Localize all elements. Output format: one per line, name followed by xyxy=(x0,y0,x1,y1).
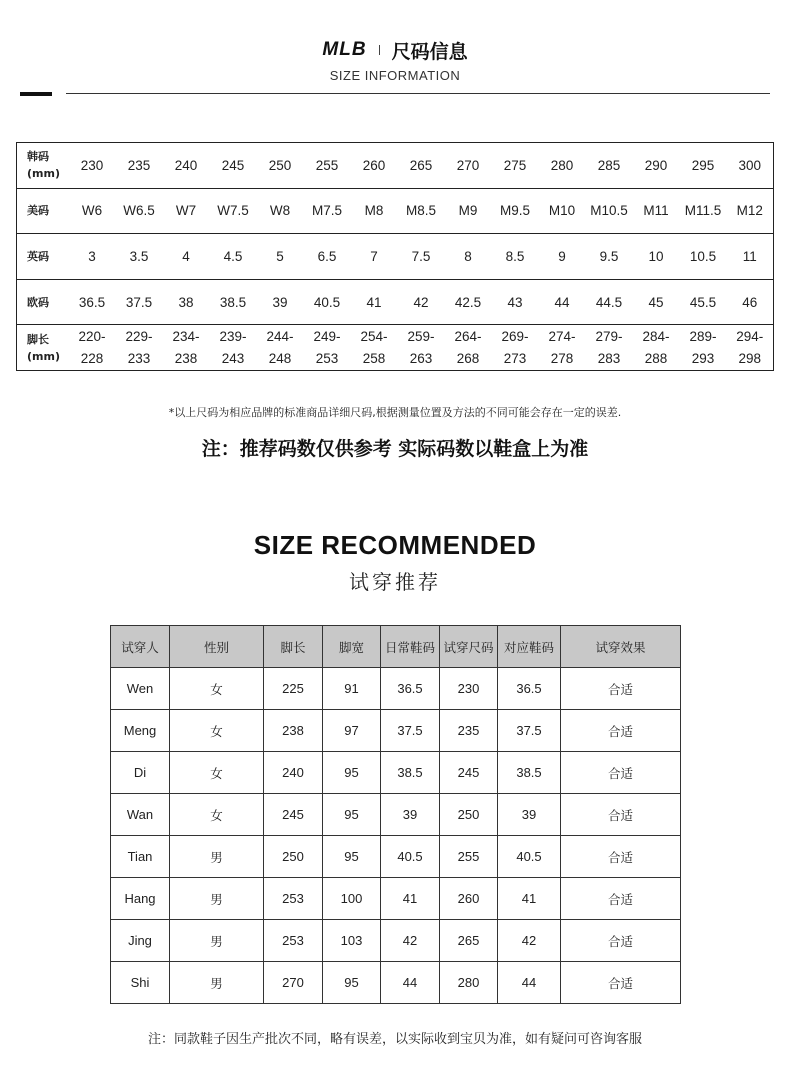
size-cell: M7.5 xyxy=(304,188,351,234)
size-row-label-main: 脚长 xyxy=(27,332,49,346)
fitting-cell: 女 xyxy=(170,710,264,752)
size-range-part: 233 xyxy=(127,350,151,366)
size-cell: 9.5 xyxy=(586,234,633,280)
size-row-label xyxy=(17,188,69,234)
fitting-cell: 合适 xyxy=(561,920,681,962)
size-cell: 42 xyxy=(398,279,445,325)
size-conversion-table xyxy=(16,142,774,371)
size-cell: W6.5 xyxy=(116,188,163,234)
size-cell xyxy=(116,325,163,371)
size-range-part: 253 xyxy=(315,350,339,366)
fitting-cell: 男 xyxy=(170,962,264,1004)
size-range-part: 229- xyxy=(125,328,153,344)
size-cell: 40.5 xyxy=(304,279,351,325)
fitting-header-cell: 对应鞋码 xyxy=(498,626,561,668)
fitting-cell: 44 xyxy=(498,962,561,1004)
size-cell: W8 xyxy=(257,188,304,234)
fitting-cell: 270 xyxy=(264,962,323,1004)
size-range-part: 283 xyxy=(597,350,621,366)
fitting-cell: 255 xyxy=(440,836,498,878)
fitting-cell: 245 xyxy=(440,752,498,794)
size-cell xyxy=(69,325,116,371)
fitting-cell: Di xyxy=(111,752,170,794)
fitting-cell: 合适 xyxy=(561,668,681,710)
brand-logo: MLB xyxy=(322,39,367,60)
size-cell: 39 xyxy=(257,279,304,325)
size-range-part: 269- xyxy=(501,328,529,344)
size-cell xyxy=(727,325,774,371)
size-cell: 3 xyxy=(69,234,116,280)
fitting-cell: 95 xyxy=(323,836,381,878)
size-cell: 290 xyxy=(644,157,668,173)
size-range-part: 234- xyxy=(172,328,200,344)
fitting-cell: 37.5 xyxy=(381,710,440,752)
size-range-part: 294- xyxy=(736,328,764,344)
fitting-cell: 280 xyxy=(440,962,498,1004)
size-cell: 8.5 xyxy=(492,234,539,280)
size-cell: 41 xyxy=(351,279,398,325)
size-cell: 38.5 xyxy=(210,279,257,325)
size-cell: W7.5 xyxy=(210,188,257,234)
fitting-cell: 男 xyxy=(170,920,264,962)
fitting-header-cell: 性别 xyxy=(170,626,264,668)
size-cell: 7 xyxy=(351,234,398,280)
size-range-part: 248 xyxy=(268,350,292,366)
fitting-row xyxy=(111,794,681,836)
size-cell xyxy=(351,325,398,371)
fitting-cell: 合适 xyxy=(561,710,681,752)
fitting-cell: 合适 xyxy=(561,878,681,920)
size-cell xyxy=(539,325,586,371)
fitting-cell: 41 xyxy=(498,878,561,920)
size-cell xyxy=(492,325,539,371)
size-cell: 7.5 xyxy=(398,234,445,280)
fitting-cell: Wan xyxy=(111,794,170,836)
fitting-cell: Jing xyxy=(111,920,170,962)
size-cell xyxy=(257,325,304,371)
size-cell xyxy=(304,325,351,371)
size-range-part: 274- xyxy=(548,328,576,344)
size-range-part: 289- xyxy=(689,328,717,344)
size-row-label-main: 韩码 xyxy=(27,150,49,164)
size-row-label xyxy=(17,325,69,371)
fitting-cell: 91 xyxy=(323,668,381,710)
size-cell: 245 xyxy=(221,157,245,173)
fitting-cell: Wen xyxy=(111,668,170,710)
fitting-cell: 95 xyxy=(323,794,381,836)
header xyxy=(0,36,790,83)
fitting-cell: 100 xyxy=(323,878,381,920)
size-cell: 44.5 xyxy=(586,279,633,325)
size-cell xyxy=(680,325,727,371)
fitting-table-header xyxy=(111,626,681,668)
size-cell: M10.5 xyxy=(586,188,633,234)
page-title: 尺码信息 xyxy=(391,40,468,63)
fitting-cell: 37.5 xyxy=(498,710,561,752)
fitting-cell: Hang xyxy=(111,878,170,920)
size-range-part: 273 xyxy=(503,350,527,366)
fitting-cell: Shi xyxy=(111,962,170,1004)
size-cell: 10.5 xyxy=(680,234,727,280)
size-cell: 285 xyxy=(597,157,621,173)
fitting-cell: 260 xyxy=(440,878,498,920)
size-range-part: 279- xyxy=(595,328,623,344)
size-cell: M8.5 xyxy=(398,188,445,234)
size-row-label-main: 欧码 xyxy=(27,295,49,309)
fitting-cell: 250 xyxy=(264,836,323,878)
size-range-part: 298 xyxy=(738,350,762,366)
size-cell xyxy=(210,325,257,371)
brand-separator xyxy=(379,45,380,55)
size-range-part: 293 xyxy=(691,350,715,366)
fitting-cell: 男 xyxy=(170,836,264,878)
size-cell: M10 xyxy=(539,188,586,234)
fitting-cell: 253 xyxy=(264,920,323,962)
size-range-part: 268 xyxy=(456,350,480,366)
fitting-cell: 女 xyxy=(170,794,264,836)
size-cell xyxy=(163,325,210,371)
size-range-part: 238 xyxy=(174,350,198,366)
fitting-row xyxy=(111,668,681,710)
fitting-cell: Meng xyxy=(111,710,170,752)
fitting-cell: 40.5 xyxy=(381,836,440,878)
size-row xyxy=(17,234,774,280)
size-range-part: 220- xyxy=(78,328,106,344)
size-cell: 230 xyxy=(80,157,104,173)
fitting-cell: 42 xyxy=(498,920,561,962)
fitting-cell: 97 xyxy=(323,710,381,752)
size-cell: 46 xyxy=(727,279,774,325)
fitting-cell: 245 xyxy=(264,794,323,836)
size-cell: 255 xyxy=(315,157,339,173)
reference-note: 注：推荐码数仅供参考 实际码数以鞋盒上为准 xyxy=(201,438,589,460)
header-divider xyxy=(66,93,770,94)
fitting-cell: 合适 xyxy=(561,962,681,1004)
size-cell: M11.5 xyxy=(680,188,727,234)
page-subtitle: SIZE INFORMATION xyxy=(329,68,461,83)
size-row-label-unit: (mm) xyxy=(27,349,60,363)
fitting-header-cell: 脚长 xyxy=(264,626,323,668)
fitting-cell: 合适 xyxy=(561,794,681,836)
size-range-part: 254- xyxy=(360,328,388,344)
recommended-title: SIZE RECOMMENDED xyxy=(253,530,537,560)
fitting-cell: 男 xyxy=(170,878,264,920)
fitting-cell: 44 xyxy=(381,962,440,1004)
fitting-cell: 39 xyxy=(381,794,440,836)
size-cell: 11 xyxy=(727,234,774,280)
fitting-cell: 95 xyxy=(323,752,381,794)
size-cell: 8 xyxy=(445,234,492,280)
fitting-table xyxy=(110,625,681,1004)
fitting-cell: 合适 xyxy=(561,752,681,794)
size-cell: 260 xyxy=(362,157,386,173)
size-range-part: 288 xyxy=(644,350,668,366)
size-cell: W6 xyxy=(69,188,116,234)
footer-note: 注：同款鞋子因生产批次不同，略有误差，以实际收到宝贝为准，如有疑问可咨询客服 xyxy=(147,1032,642,1047)
size-row xyxy=(17,325,774,371)
size-range-part: 263 xyxy=(409,350,433,366)
size-cell: W7 xyxy=(163,188,210,234)
fitting-cell: 95 xyxy=(323,962,381,1004)
size-cell: 270 xyxy=(456,157,480,173)
fitting-header-cell: 试穿效果 xyxy=(561,626,681,668)
size-cell: 250 xyxy=(268,157,292,173)
size-cell xyxy=(586,325,633,371)
fitting-cell: 36.5 xyxy=(381,668,440,710)
fitting-cell: 女 xyxy=(170,668,264,710)
size-cell: 10 xyxy=(633,234,680,280)
header-accent-bar xyxy=(20,92,52,96)
fitting-cell: 250 xyxy=(440,794,498,836)
fitting-cell: 230 xyxy=(440,668,498,710)
fitting-row xyxy=(111,836,681,878)
size-cell: 265 xyxy=(409,157,433,173)
size-row-label xyxy=(17,143,69,189)
fitting-header-cell: 脚宽 xyxy=(323,626,381,668)
size-row xyxy=(17,188,774,234)
size-cell: 280 xyxy=(550,157,574,173)
size-cell: M8 xyxy=(351,188,398,234)
size-cell xyxy=(398,325,445,371)
size-cell: 36.5 xyxy=(69,279,116,325)
size-cell: 3.5 xyxy=(116,234,163,280)
size-cell: 5 xyxy=(257,234,304,280)
size-row-label-unit: (mm) xyxy=(27,167,60,181)
size-range-part: 284- xyxy=(642,328,670,344)
size-cell: 42.5 xyxy=(445,279,492,325)
size-range-part: 249- xyxy=(313,328,341,344)
fitting-row xyxy=(111,920,681,962)
size-range-part: 278 xyxy=(550,350,574,366)
fitting-row xyxy=(111,710,681,752)
fitting-cell: 253 xyxy=(264,878,323,920)
fitting-cell: 39 xyxy=(498,794,561,836)
size-cell: 235 xyxy=(127,157,151,173)
fitting-cell: 女 xyxy=(170,752,264,794)
size-range-part: 243 xyxy=(221,350,245,366)
size-range-part: 244- xyxy=(266,328,294,344)
size-cell: M12 xyxy=(727,188,774,234)
size-range-part: 239- xyxy=(219,328,247,344)
fitting-cell: Tian xyxy=(111,836,170,878)
size-row-label-main: 美码 xyxy=(27,204,49,218)
fitting-cell: 225 xyxy=(264,668,323,710)
fitting-cell: 40.5 xyxy=(498,836,561,878)
size-cell: 38 xyxy=(163,279,210,325)
size-row-label xyxy=(17,234,69,280)
fitting-cell: 合适 xyxy=(561,836,681,878)
size-range-part: 258 xyxy=(362,350,386,366)
fitting-cell: 238 xyxy=(264,710,323,752)
size-cell: 4 xyxy=(163,234,210,280)
size-cell: 37.5 xyxy=(116,279,163,325)
size-cell: 45 xyxy=(633,279,680,325)
fitting-cell: 103 xyxy=(323,920,381,962)
fitting-header-cell: 日常鞋码 xyxy=(381,626,440,668)
size-row xyxy=(17,143,774,189)
fitting-cell: 235 xyxy=(440,710,498,752)
size-cell: 300 xyxy=(738,157,762,173)
size-range-part: 264- xyxy=(454,328,482,344)
size-cell: 44 xyxy=(539,279,586,325)
size-cell: 9 xyxy=(539,234,586,280)
fitting-row xyxy=(111,752,681,794)
size-row-label-main: 英码 xyxy=(27,249,49,263)
size-cell: 240 xyxy=(174,157,198,173)
size-cell: 43 xyxy=(492,279,539,325)
size-range-part: 259- xyxy=(407,328,435,344)
fitting-cell: 36.5 xyxy=(498,668,561,710)
fitting-cell: 265 xyxy=(440,920,498,962)
fitting-header-cell: 试穿人 xyxy=(111,626,170,668)
fitting-cell: 38.5 xyxy=(381,752,440,794)
size-disclaimer: *以上尺码为相应品牌的标准商品详细尺码,根据测量位置及方法的不同可能会存在一定的误差. xyxy=(168,406,622,419)
size-row-label xyxy=(17,279,69,325)
size-cell: M11 xyxy=(633,188,680,234)
fitting-cell: 240 xyxy=(264,752,323,794)
size-range-part: 228 xyxy=(80,350,104,366)
size-cell: 6.5 xyxy=(304,234,351,280)
size-row xyxy=(17,279,774,325)
size-cell: 275 xyxy=(503,157,527,173)
fitting-cell: 38.5 xyxy=(498,752,561,794)
fitting-cell: 41 xyxy=(381,878,440,920)
recommended-subtitle: 试穿推荐 xyxy=(349,570,441,594)
size-cell xyxy=(633,325,680,371)
fitting-header-cell: 试穿尺码 xyxy=(440,626,498,668)
size-cell: 45.5 xyxy=(680,279,727,325)
size-cell: M9 xyxy=(445,188,492,234)
fitting-row xyxy=(111,878,681,920)
size-cell: M9.5 xyxy=(492,188,539,234)
size-cell xyxy=(445,325,492,371)
size-cell: 295 xyxy=(691,157,715,173)
fitting-row xyxy=(111,962,681,1004)
brand-line xyxy=(0,36,790,64)
fitting-cell: 42 xyxy=(381,920,440,962)
size-cell: 4.5 xyxy=(210,234,257,280)
